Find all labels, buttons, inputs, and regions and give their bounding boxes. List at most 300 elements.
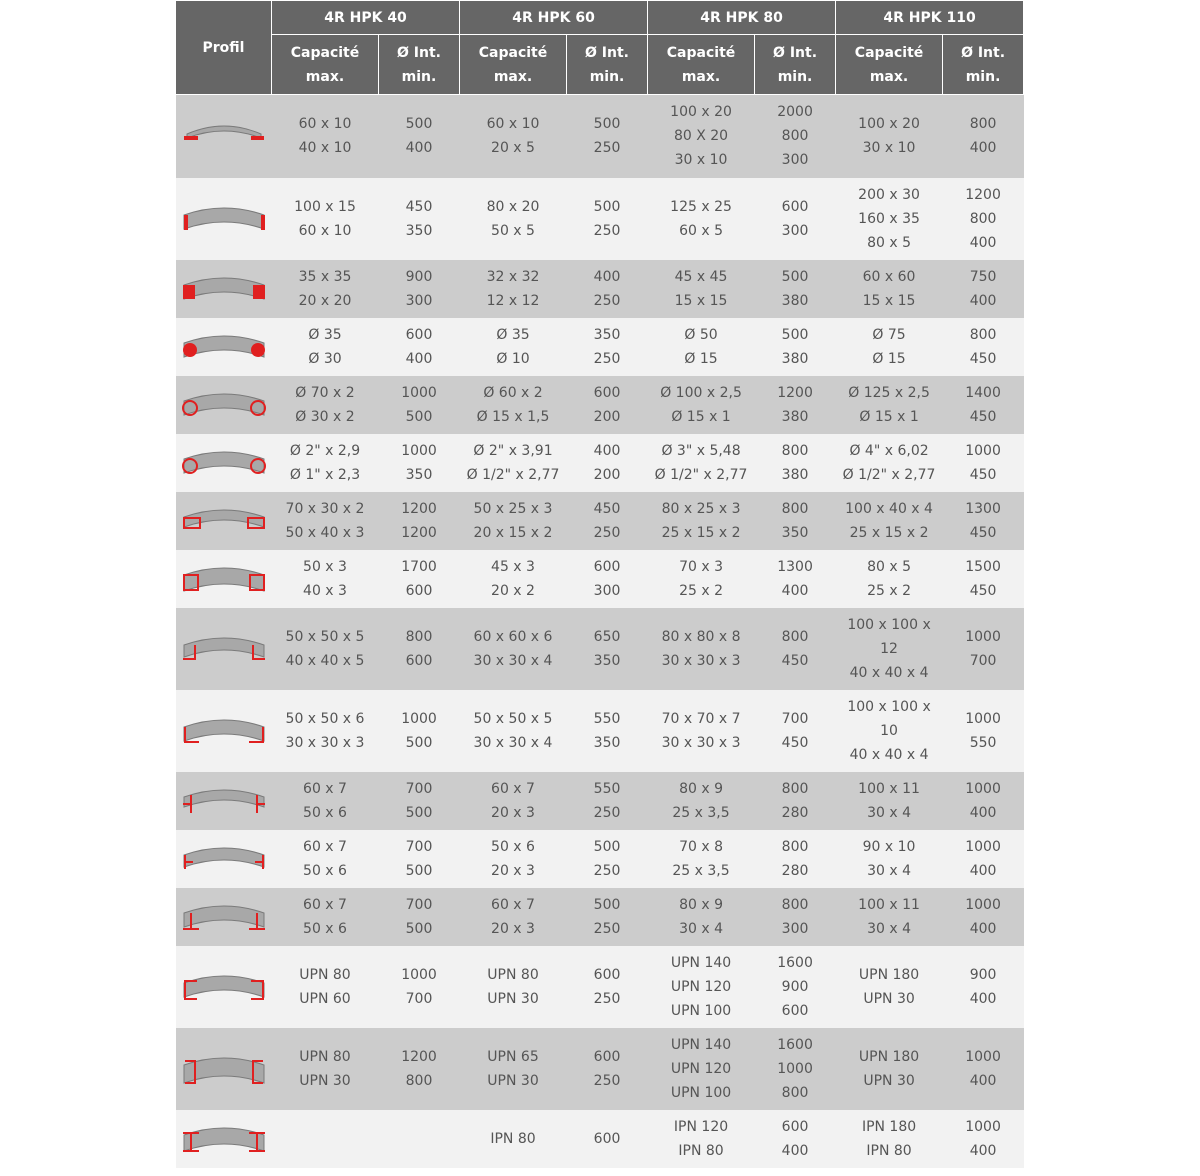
cell-line: 50 x 40 x 3 [285,524,365,541]
capacity-cell [836,1028,943,1110]
cell-line: 30 x 30 x 4 [473,652,553,669]
round-tube-icon [176,381,272,429]
capacity-cell [836,550,943,608]
cell-line: 1300 [777,558,813,575]
cell-line: 25 x 2 [679,582,723,599]
cell-line: 450 [969,350,997,367]
cell-line: 200 [593,466,621,483]
capacity-cell [836,260,943,318]
inner-diameter-cell [943,946,1024,1028]
cell-line: 250 [593,862,621,879]
capacity-cell [272,1110,379,1168]
inner-diameter-cell [755,830,836,888]
inner-diameter-cell [567,434,648,492]
cell-line: UPN 30 [863,990,915,1007]
cell-line: 350 [593,326,621,343]
cell-line: 900 [781,978,809,995]
capacity-cell [836,690,943,772]
inner-diameter-cell [943,95,1024,178]
capacity-cell [272,690,379,772]
capacity-cell [272,888,379,946]
profile-cell [176,492,272,550]
inner-diameter-cell [379,830,460,888]
cell-line: 100 x 11 [858,896,920,913]
inner-diameter-cell [943,550,1024,608]
capacity-cell [460,888,567,946]
inner-diameter-cell [379,492,460,550]
inner-diameter-cell [755,946,836,1028]
round-bar-icon [176,323,272,371]
tee-flange-icon [176,893,272,941]
table-row [176,178,1024,260]
header-capacity [836,35,943,95]
cell-line: 100 x 100 x [847,698,931,715]
inner-diameter-cell [755,1110,836,1168]
capacity-cell [460,434,567,492]
capacity-cell [836,376,943,434]
tee-out-icon [176,777,272,825]
cell-line: 50 x 50 x 6 [285,710,365,727]
inner-diameter-cell [943,434,1024,492]
cell-line: 50 x 6 [303,920,347,937]
cell-line: Ø 4" x 6,02 [849,442,929,459]
header-inner-diameter-line2: min. [777,68,813,85]
capacity-cell [836,178,943,260]
cell-line: 380 [781,466,809,483]
header-capacity-line2: max. [869,68,909,85]
profile-cell [176,178,272,260]
header-inner-diameter [567,35,648,95]
capacity-cell [836,830,943,888]
capacity-cell [272,608,379,690]
cell-line: 1000 [965,628,1001,645]
cell-line: 300 [781,152,809,169]
cell-line: 700 [405,896,433,913]
cell-line: 20 x 20 [298,292,352,309]
inner-diameter-cell [379,550,460,608]
cell-line: 160 x 35 [858,210,920,227]
cell-line: 500 [593,838,621,855]
capacity-cell [648,550,755,608]
cell-line: 600 [593,1048,621,1065]
cell-line: Ø 60 x 2 [483,384,543,401]
header-capacity-line2: max. [305,68,345,85]
cell-line: 600 [405,652,433,669]
capacity-cell [836,772,943,830]
capacity-cell [460,608,567,690]
inner-diameter-cell [943,608,1024,690]
inner-diameter-cell [755,772,836,830]
cell-line: 1000 [401,442,437,459]
inner-diameter-cell [567,376,648,434]
cell-line: 450 [405,198,433,215]
capacity-cell [272,318,379,376]
cell-line: 30 x 4 [867,862,911,879]
capacity-cell [648,608,755,690]
cell-line: 30 x 4 [679,920,723,937]
capacity-cell [648,888,755,946]
table-row [176,608,1024,690]
header-capacity-line1: Capacité [854,44,924,61]
cell-line: 45 x 3 [491,558,535,575]
profile-cell [176,95,272,178]
inner-diameter-cell [567,178,648,260]
cell-line: 400 [969,804,997,821]
inner-diameter-cell [943,830,1024,888]
cell-line: IPN 180 [861,1118,917,1135]
cell-line: 800 [781,442,809,459]
cell-line: IPN 80 [490,1130,536,1147]
cell-line: 25 x 15 x 2 [661,524,741,541]
capacity-cell [836,434,943,492]
cell-line: 1600 [777,954,813,971]
cell-line: 20 x 3 [491,804,535,821]
ibeam-icon [176,1115,272,1163]
cell-line: 60 x 10 [486,116,540,133]
cell-line: UPN 140 [670,954,732,971]
table-row [176,550,1024,608]
profile-cell [176,318,272,376]
cell-line: 30 x 30 x 3 [285,734,365,751]
inner-diameter-cell [755,95,836,178]
cell-line: UPN 100 [670,1084,732,1101]
cell-line: 125 x 25 [670,198,732,215]
cell-line: 400 [969,292,997,309]
table-row [176,95,1024,178]
capacity-cell [460,95,567,178]
cell-line: 100 x 15 [294,198,356,215]
cell-line: 50 x 3 [303,558,347,575]
cell-line: 400 [969,862,997,879]
capacity-cell [836,888,943,946]
flat-bar-edge-icon [176,195,272,243]
cell-line: 350 [405,466,433,483]
inner-diameter-cell [943,492,1024,550]
cell-line: 32 x 32 [486,268,540,285]
cell-line: 90 x 10 [862,838,916,855]
header-capacity [648,35,755,95]
cell-line: 450 [593,500,621,517]
capacity-cell [836,608,943,690]
cell-line: 1000 [965,442,1001,459]
cell-line: 250 [593,292,621,309]
rect-tube-icon [176,497,272,545]
cell-line: 80 x 20 [486,198,540,215]
cell-line: 1000 [401,710,437,727]
cell-line: 25 x 2 [867,582,911,599]
cell-line: 800 [405,1072,433,1089]
header-capacity-line1: Capacité [666,44,736,61]
table-row [176,376,1024,434]
cell-line: 60 x 60 x 6 [473,628,553,645]
cell-line: UPN 180 [858,966,920,983]
cell-line: 100 x 11 [858,780,920,797]
cell-line: 70 x 8 [679,838,723,855]
cell-line: UPN 100 [670,1002,732,1019]
cell-line: 380 [781,350,809,367]
cell-line: Ø 15 [684,350,718,367]
profile-cell [176,1110,272,1168]
table-row [176,830,1024,888]
cell-line: 80 X 20 [673,128,729,145]
inner-diameter-cell [755,376,836,434]
cell-line: 200 x 30 [858,186,920,203]
cell-line: 300 [781,920,809,937]
profile-cell [176,434,272,492]
cell-line: 400 [405,140,433,157]
inner-diameter-cell [755,888,836,946]
capacity-cell [460,1028,567,1110]
capacity-cell [272,260,379,318]
cell-line: 600 [781,1118,809,1135]
inner-diameter-cell [567,95,648,178]
inner-diameter-cell [379,888,460,946]
inner-diameter-cell [567,608,648,690]
cell-line: 60 x 10 [298,222,352,239]
cell-line: 600 [593,384,621,401]
cell-line: 650 [593,628,621,645]
cell-line: 40 x 40 x 5 [285,652,365,669]
inner-diameter-cell [379,946,460,1028]
cell-line: 800 [781,896,809,913]
cell-line: UPN 30 [487,990,539,1007]
cell-line: UPN 80 [299,966,351,983]
cell-line: 1700 [401,558,437,575]
cell-line: 25 x 3,5 [672,862,730,879]
cell-line: 300 [405,292,433,309]
profile-cell [176,772,272,830]
flat-bar-icon [176,112,272,160]
header-inner-diameter-line1: Ø Int. [585,44,629,61]
cell-line: IPN 80 [866,1142,912,1159]
cell-line: 800 [969,116,997,133]
cell-line: 50 x 6 [491,838,535,855]
cell-line: 30 x 30 x 3 [661,734,741,751]
cell-line: 1000 [965,780,1001,797]
cell-line: 700 [781,710,809,727]
cell-line: 350 [593,652,621,669]
cell-line: 400 [593,442,621,459]
cell-line: Ø 35 [496,326,530,343]
capacity-cell [460,1110,567,1168]
angle-out-icon [176,625,272,673]
cell-line: 20 x 5 [491,140,535,157]
cell-line: Ø 1/2" x 2,77 [842,466,936,483]
cell-line: 35 x 35 [298,268,352,285]
cell-line: 200 [593,408,621,425]
cell-line: 550 [969,734,997,751]
cell-line: 1000 [401,966,437,983]
cell-line: 800 [969,326,997,343]
cell-line: 700 [969,652,997,669]
cell-line: 12 [880,640,898,657]
cell-line: 600 [593,966,621,983]
capacity-cell [460,772,567,830]
inner-diameter-cell [379,1028,460,1110]
cell-line: 1000 [777,1060,813,1077]
cell-line: 800 [781,628,809,645]
cell-line: 600 [781,198,809,215]
header-inner-diameter-line1: Ø Int. [961,44,1006,61]
cell-line: Ø 10 [496,350,530,367]
cell-line: 700 [405,780,433,797]
header-model: 4R HPK 60 [460,1,648,35]
cell-line: 400 [781,582,809,599]
cell-line: 600 [405,326,433,343]
cell-line: 250 [593,990,621,1007]
cell-line: 1500 [965,558,1001,575]
inner-diameter-cell [943,376,1024,434]
channel-in-icon [176,1045,272,1093]
cell-line: Ø 125 x 2,5 [848,384,930,401]
cell-line: 500 [781,268,809,285]
header-capacity-line1: Capacité [290,44,360,61]
header-capacity [460,35,567,95]
header-capacity-line2: max. [493,68,533,85]
cell-line: 50 x 50 x 5 [473,710,553,727]
cell-line: 30 x 4 [867,804,911,821]
cell-line: 500 [405,920,433,937]
cell-line: UPN 30 [487,1072,539,1089]
profile-cell [176,830,272,888]
cell-line: 450 [969,408,997,425]
inner-diameter-cell [379,376,460,434]
cell-line: 20 x 3 [491,862,535,879]
cell-line: 1000 [965,896,1001,913]
cell-line: 30 x 30 x 3 [661,652,741,669]
cell-line: 450 [781,652,809,669]
cell-line: 400 [405,350,433,367]
cell-line: Ø 2" x 2,9 [289,442,361,459]
angle-in-icon [176,707,272,755]
cell-line: 400 [781,1142,809,1159]
inner-diameter-cell [379,608,460,690]
cell-line: 500 [405,804,433,821]
capacity-cell [460,376,567,434]
cell-line: Ø 3" x 5,48 [661,442,741,459]
capacity-cell [836,318,943,376]
cell-line: 250 [593,350,621,367]
inner-diameter-cell [379,178,460,260]
cell-line: 2000 [777,104,813,121]
cell-line: UPN 140 [670,1036,732,1053]
cell-line: Ø 50 [684,326,718,343]
bending-capacity-table [175,0,1024,1168]
cell-line: 1200 [777,384,813,401]
inner-diameter-cell [755,260,836,318]
capacity-cell [272,376,379,434]
capacity-cell [272,434,379,492]
square-bar-icon [176,265,272,313]
cell-line: 280 [781,862,809,879]
inner-diameter-cell [379,318,460,376]
cell-line: 1000 [965,710,1001,727]
inner-diameter-cell [567,946,648,1028]
header-profil: Profil [176,1,272,95]
cell-line: IPN 120 [673,1118,729,1135]
header-inner-diameter-line2: min. [965,68,1001,85]
capacity-cell [836,1110,943,1168]
cell-line: UPN 120 [670,1060,732,1077]
cell-line: 250 [593,140,621,157]
cell-line: 800 [781,780,809,797]
capacity-cell [272,772,379,830]
cell-line: 350 [593,734,621,751]
cell-line: 500 [593,198,621,215]
cell-line: 800 [781,500,809,517]
cell-line: Ø 100 x 2,5 [660,384,742,401]
cell-line: 60 x 7 [491,896,535,913]
cell-line: 800 [969,210,997,227]
cell-line: 1400 [965,384,1001,401]
cell-line: Ø 35 [308,326,342,343]
cell-line: 80 x 5 [867,558,911,575]
table-row [176,1110,1024,1168]
cell-line: 1300 [965,500,1001,517]
cell-line: 20 x 3 [491,920,535,937]
cell-line: 70 x 70 x 7 [661,710,741,727]
square-tube-icon [176,555,272,603]
inner-diameter-cell [567,550,648,608]
cell-line: Ø 1" x 2,3 [289,466,361,483]
inner-diameter-cell [755,608,836,690]
cell-line: 1200 [401,500,437,517]
table-row [176,1028,1024,1110]
capacity-cell [648,178,755,260]
cell-line: 280 [781,804,809,821]
cell-line: 550 [593,780,621,797]
cell-line: 40 x 3 [303,582,347,599]
cell-line: 800 [781,1084,809,1101]
inner-diameter-cell [567,1028,648,1110]
cell-line: 1200 [401,524,437,541]
inner-diameter-cell [943,260,1024,318]
capacity-cell [648,492,755,550]
cell-line: 400 [969,1142,997,1159]
header-inner-diameter-line1: Ø Int. [773,44,818,61]
cell-line: 70 x 30 x 2 [285,500,365,517]
cell-line: 50 x 25 x 3 [473,500,553,517]
cell-line: 380 [781,408,809,425]
profile-cell [176,888,272,946]
inner-diameter-cell [567,830,648,888]
cell-line: 80 x 5 [867,234,911,251]
cell-line: 500 [405,408,433,425]
cell-line: 60 x 60 [862,268,916,285]
cell-line: 100 x 20 [858,116,920,133]
cell-line: 250 [593,222,621,239]
capacity-cell [460,946,567,1028]
inner-diameter-cell [567,318,648,376]
cell-line: 25 x 3,5 [672,804,730,821]
cell-line: UPN 80 [487,966,539,983]
cell-line: 250 [593,920,621,937]
cell-line: Ø 15 [872,350,906,367]
cell-line: 100 x 100 x [847,616,931,633]
capacity-cell [272,1028,379,1110]
cell-line: 450 [969,466,997,483]
cell-line: 450 [969,524,997,541]
table-row [176,946,1024,1028]
capacity-cell [272,95,379,178]
cell-line: 60 x 7 [303,838,347,855]
capacity-cell [648,772,755,830]
cell-line: 50 x 50 x 5 [285,628,365,645]
profile-cell [176,946,272,1028]
inner-diameter-cell [379,260,460,318]
cell-line: 250 [593,804,621,821]
table-row [176,772,1024,830]
